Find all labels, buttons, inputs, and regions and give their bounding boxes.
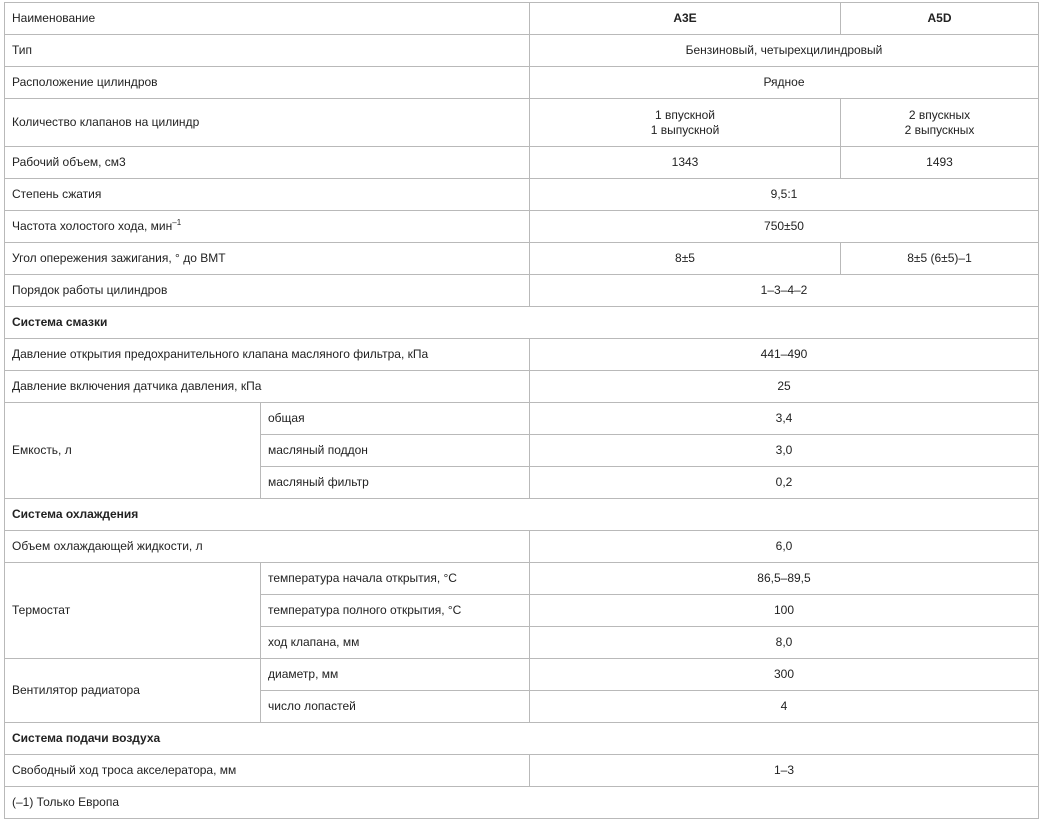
idle-label-superscript: –1 [172,218,182,227]
table-row-capacity-total [5,403,1039,435]
table-row-ignition [5,243,1039,275]
table-row-firing-order [5,275,1039,307]
displacement-a5d: 1493 [841,147,1039,179]
valves-label: Количество клапанов на цилиндр [5,99,530,147]
thermostat-open-full-value: 100 [530,595,1039,627]
table-row-throttle-cable [5,755,1039,787]
capacity-total-label: общая [261,403,530,435]
thermostat-valve-travel-value: 8,0 [530,627,1039,659]
valves-a3e-intake: 1 впускной [655,107,715,122]
compression-label: Степень сжатия [5,179,530,211]
idle-label-cell [5,211,530,243]
valves-a5d-exhaust: 2 выпускных [904,122,975,137]
table-row-header [5,3,1039,35]
capacity-filter-label: масляный фильтр [261,467,530,499]
table-row-displacement [5,147,1039,179]
valves-a5d-value [841,99,1039,147]
footnote: (–1) Только Европа [5,787,1039,819]
fan-diameter-label: диаметр, мм [261,659,530,691]
valves-a3e-value [530,99,841,147]
coolant-volume-label: Объем охлаждающей жидкости, л [5,531,530,563]
thermostat-label: Термостат [5,563,261,659]
thermostat-open-full-label: температура полного открытия, °С [261,595,530,627]
thermostat-open-start-value: 86,5–89,5 [530,563,1039,595]
section-title-cooling: Система охлаждения [5,499,1039,531]
fan-blades-label: число лопастей [261,691,530,723]
table-row-section-cooling [5,499,1039,531]
valves-a3e-exhaust: 1 выпускной [650,122,720,137]
throttle-cable-value: 1–3 [530,755,1039,787]
table-row-compression [5,179,1039,211]
capacity-total-value: 3,4 [530,403,1039,435]
section-title-air: Система подачи воздуха [5,723,1039,755]
compression-value: 9,5:1 [530,179,1039,211]
table-row-section-lubrication [5,307,1039,339]
thermostat-valve-travel-label: ход клапана, мм [261,627,530,659]
displacement-a3e: 1343 [530,147,841,179]
pressure-sensor-value: 25 [530,371,1039,403]
fan-label: Вентилятор радиатора [5,659,261,723]
table-row-valves [5,99,1039,147]
type-label: Тип [5,35,530,67]
ignition-a5d: 8±5 (6±5)–1 [841,243,1039,275]
coolant-volume-value: 6,0 [530,531,1039,563]
table-row-layout [5,67,1039,99]
relief-valve-value: 441–490 [530,339,1039,371]
idle-label: Частота холостого хода, мин [12,219,173,233]
valves-a5d-intake: 2 впускных [908,107,971,122]
displacement-label: Рабочий объем, см3 [5,147,530,179]
type-value: Бензиновый, четырехцилиндровый [530,35,1039,67]
header-col-a3e: A3E [530,3,841,35]
capacity-sump-value: 3,0 [530,435,1039,467]
table-row-type [5,35,1039,67]
table-row-pressure-sensor [5,371,1039,403]
capacity-label: Емкость, л [5,403,261,499]
layout-value: Рядное [530,67,1039,99]
thermostat-open-start-label: температура начала открытия, °С [261,563,530,595]
table-row-coolant-volume [5,531,1039,563]
idle-value: 750±50 [530,211,1039,243]
capacity-filter-value: 0,2 [530,467,1039,499]
fan-diameter-value: 300 [530,659,1039,691]
header-col-a5d: A5D [841,3,1039,35]
pressure-sensor-label: Давление включения датчика давления, кПа [5,371,530,403]
table-row-idle [5,211,1039,243]
table-row-relief-valve [5,339,1039,371]
throttle-cable-label: Свободный ход троса акселератора, мм [5,755,530,787]
layout-label: Расположение цилиндров [5,67,530,99]
firing-order-value: 1–3–4–2 [530,275,1039,307]
section-title-lubrication: Система смазки [5,307,1039,339]
table-row-section-air [5,723,1039,755]
table-row-fan-diameter [5,659,1039,691]
engine-spec-table [4,2,1039,819]
ignition-label: Угол опережения зажигания, ° до ВМТ [5,243,530,275]
header-name-label: Наименование [5,3,530,35]
firing-order-label: Порядок работы цилиндров [5,275,530,307]
fan-blades-value: 4 [530,691,1039,723]
ignition-a3e: 8±5 [530,243,841,275]
table-row-thermostat-open-start [5,563,1039,595]
table-row-footnote [5,787,1039,819]
relief-valve-label: Давление открытия предохранительного клапана масляного фильтра, кПа [5,339,530,371]
capacity-sump-label: масляный поддон [261,435,530,467]
